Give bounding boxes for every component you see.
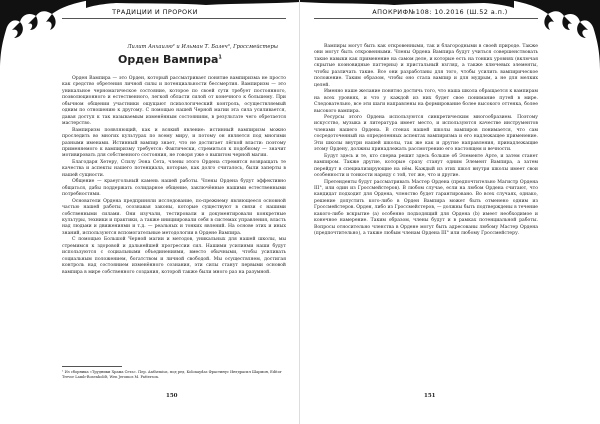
left-corner-ornament — [0, 0, 90, 70]
article-title — [118, 53, 222, 66]
right-paragraph: Ресурсы этого Ордена используются синкретическим многообразием. Поэтому искусство, музыка и литература имеет место, и используются качестве инструментов членами нашего Ордена. В стенах нашей школы вампиров понимается, что сам сосредоточенный на определенных аспектах вампиризма и его надлежащее применение. Эти школы внутри нашей школы, так же как и другие направления, принадлежащие этому Ордену, должны принадлежать рассмотрению его настоящем и вечности. — [314, 114, 538, 153]
right-paragraph: Именно наше желание понятно достичь того, что наша школа обращается к вампирам на всех уровнях, и что у каждой из них будет свое понимание путей в мире. Следовательно, все эти шаги направлены на формирование более высокого оттенка, более высокого вампира. — [314, 89, 538, 114]
right-paragraph: Претенденты будут рассматривать Мастер Ордена (предпочтительно Магистр Ордена III°, или один из Гроссмейстеров). В любом случае, если на любом Ордена считают, что кандидат подходит для Ордена, членство будет гарантировано. Во всех случаях, однако, решение допустить кого-либо в Орден Вампира может быть отменено одним из Гроссмейстеров. Орден, либо из Гроссмейстеров, — должны быть подтверждены в течение какого-либо вскрытие (а) особенно подходящий для Ордена (b) имеет необходимое и конечное намерение. Таким образом, члены будут и в рамках потенциальной работы. Вопросы относительно членства в Ордене могут быть адресованы любому Мастер Ордена (предпочтительно), а также любым членам Ордена III° или любому Гроссмейстеру. — [314, 179, 539, 237]
right-head-rule — [314, 18, 538, 19]
left-paragraph: Орден Вампира — это Орден, который рассматривает понятие вампиризма не просто как средство обретения личной силы и потенциальности бессмертия. Вампиризм — это уникальное черномагическое состояние, которое по своей сути требует постоянного, поэволюционного и естественного, легкой области силой от конечного к большему. При обычном общении участники ощущают психологический контроль, осуществляемый одним по отношению к другому. С помощью нашей Черной магии эта сила усиливается, давая доступ к так называемым изменённым состояниям, в результате чего обретается мастерство. — [62, 76, 286, 127]
authors-line: Лилит Анхаилю² и Ильман Т. Балеч³, Гроссмейстеры — [127, 44, 278, 50]
left-paragraph: Основатели Ордена предприняли исследование, по-прежнему являющееся основной частью нашей работы, осознавая законы, которые существуют в связи с нашими собственными силами. Они изучали, тестировали и документировали конкретные культуры, техники и практики, а также инициировали себя в системах управления, власть над людьми и движениями и т.д. — реальных и тонких явлений. На основе этих и иных знаний, используются вспомогательные методологии в Ордене Вампира. — [62, 198, 286, 236]
footnote-rule — [62, 366, 122, 367]
title-footnote-marker: 1 — [218, 54, 222, 61]
left-page-number: 150 — [166, 393, 178, 399]
right-paragraph: Будут здесь и те, кто сперва решит здесь больше об Элементе Арте, и затем станет вампиром. Также другие, которые сразу станут одним Элемент Вампира, а затем перейдут в специализирующие на нём. Каждый из этих школ внутри школы имеет свои особенности и тонкости наряду с той, тот же, что и другие. — [314, 153, 538, 179]
left-body-column — [62, 76, 286, 276]
left-paragraph: Вампиризм появляющий, как и всякий явление: истинный вампиризм можно проследить во многих культурах по всему миру, и потому он является под многими разными именами. Истинный вампир знает, что не достигает лёгкой власти: поэтому применяемого к вампиризму требуется: Фактически, стремиться к подобному — значит мотивировать для собственного состояния, не говоря уже о выпитом черной магии. — [62, 127, 286, 159]
right-page-number: 151 — [424, 393, 436, 399]
left-paragraph: С помощью Большой Черной магии и методов, уникальных для нашей школы, мы стремимся к здоровой и дальнейшей прогрессии сил. Нашими усилиями наши будут используются с социальными объединениями, вместо обычными, чтобы усиливать социальным положением, богатством и личной свободой. Мы осуществляем, достигая контроль над состоянием изменённого сознания, эти силы станут первыми основой вампира в мире собственного создания, которой также были много раз на разумной. — [62, 237, 286, 275]
right-page — [300, 0, 600, 424]
right-body-column — [314, 44, 538, 238]
left-paragraph: Общение — краеугольный камень нашей работы. Члены Ордена будут эффективно общаться, дабы поддержать солидарное общение, заключённые нашими естественными потребностями. — [62, 179, 286, 198]
right-paragraph: Вампиры могут быть как откровенными, так и благородными в своей природе. Также они могут быть откровенными. Члены Ордена Вампира будут учиться совершенствовать такие навыки как применение на самом деле, и которые есть на тонких уровнях (включая скрытые коэновидные паттерны) и пристальный взгляд, а также ключевых элементы, чтобы различать такие. Все они разработаны для того, чтобы усилить вампирическое положение. Таким образом, чтобы оно стала вампир и для мудрым, а не для мелких целей. — [314, 44, 538, 88]
right-running-head: АПОКРИФ№108: 10.2016 (Ш.52 а.п.) — [372, 8, 508, 16]
left-running-head: ТРАДИЦИИ И ПРОРОКИ — [112, 8, 198, 16]
left-paragraph: Благодаря Хетеру, Ссилу Эона Сета, члены этого Ордена стремятся возвращать те качества и аспекты нашего потенциала, которые, как долго считалось, были заперты в нашей сущности. — [62, 159, 286, 178]
footnote: ¹ Из сборника «Трудники Храма Сета». Пер. Anthemius, под ред. Kolonaydas Фрастинус Ингдрасил Шармон, Editor Trevor Lamb-Rosenholdt, Wen Jeromos M. Patterson. — [62, 370, 282, 379]
left-head-rule — [62, 18, 286, 19]
article-title-text: Орден Вампира — [118, 53, 219, 66]
